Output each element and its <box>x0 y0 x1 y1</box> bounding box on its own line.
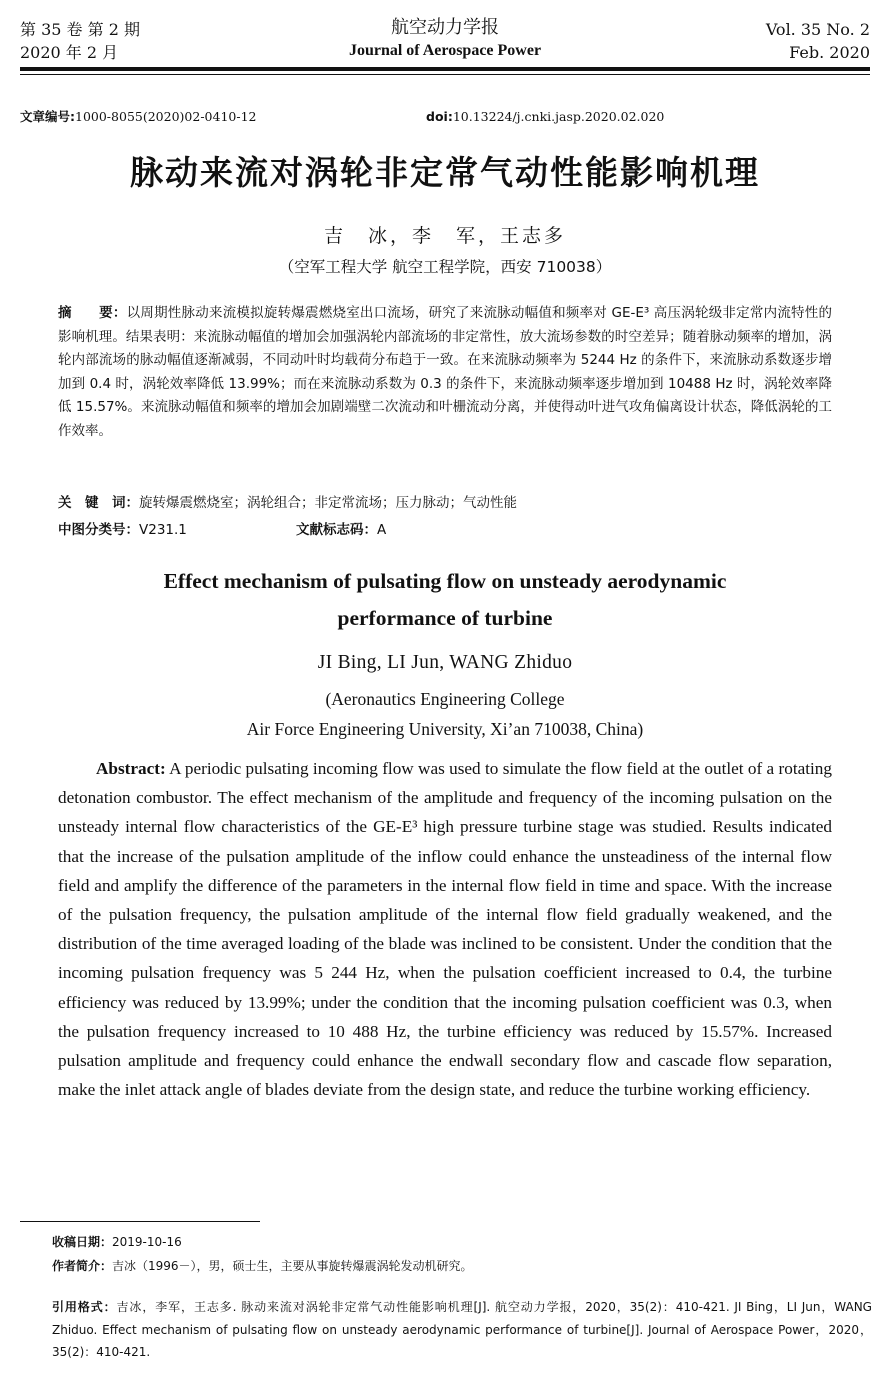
date-en: Feb. 2020 <box>789 43 870 62</box>
header-center <box>0 16 890 62</box>
abstract-en-label: Abstract: <box>96 759 166 778</box>
received-value: 2019-10-16 <box>112 1235 182 1249</box>
abstract-en <box>58 754 832 1104</box>
citation-text: 吉冰，李军，王志多. 脉动来流对涡轮非定常气动性能影响机理[J]. 航空动力学报，2020，35(2)：410-421. JI Bing，LI Jun，WANG Zhiduo. Effect mechanism of pulsating flow on unsteady aerodynamic performance of turbine[J]. Journal of Aerospace Power，2020，35(2)：410-421. <box>52 1300 872 1359</box>
footnote-rule <box>20 1221 260 1222</box>
clc-number <box>58 519 187 542</box>
abstract-cn-label: 摘 要： <box>58 305 127 321</box>
title-en-line1: Effect mechanism of pulsating flow on unsteady aerodynamic <box>163 569 727 593</box>
header-rule-thick <box>20 67 870 71</box>
abstract-cn-text: 以周期性脉动来流模拟旋转爆震燃烧室出口流场，研究了来流脉动幅值和频率对 GE-E³ 高压涡轮级非定常内流特性的影响机理。结果表明：来流脉动幅值的增加会加强涡轮内部流场的非定常性，放大流场参数的时空差异；随着脉动频率的增加，涡轮内部流场的脉动幅值逐渐减弱，不同动叶时均载荷分布趋于一致。在来流脉动频率为 5244 Hz 的条件下，来流脉动系数逐步增加到 0.4 时，涡轮效率降低 13.99%；而在来流脉动系数为 0.3 的条件下，来流脉动频率逐步增加到 10488 Hz 时，涡轮效率降低 15.57%。来流脉动幅值和频率的增加会加剧端壁二次流动和叶栅流动分离，并使得动叶进气攻角偏离设计状态，降低涡轮的工作效率。 <box>58 305 832 439</box>
citation <box>52 1296 872 1364</box>
affiliation-en-line1: (Aeronautics Engineering College <box>325 689 565 709</box>
received-date <box>52 1232 872 1252</box>
keywords-text: 旋转爆震燃烧室；涡轮组合；非定常流场；压力脉动；气动性能 <box>139 495 517 511</box>
doi-label: doi: <box>426 109 453 124</box>
authors-cn: 吉 冰，李 军，王志多 <box>323 225 566 247</box>
date-cn: 2020 年 2 月 <box>20 43 119 62</box>
article-number-label: 文章编号: <box>20 109 75 124</box>
author-bio-label: 作者简介： <box>52 1259 113 1273</box>
author-bio <box>52 1256 872 1276</box>
received-label: 收稿日期： <box>52 1235 113 1249</box>
header-rule-thin <box>20 74 870 75</box>
affiliation-cn: （空军工程大学 航空工程学院，西安 710038） <box>278 258 612 276</box>
article-number-value: 1000-8055(2020)02-0410-12 <box>75 109 257 124</box>
authors-en: JI Bing, LI Jun, WANG Zhiduo <box>317 652 573 673</box>
journal-name-en: Journal of Aerospace Power <box>348 42 542 59</box>
abstract-cn <box>58 302 832 444</box>
title-cn: 脉动来流对涡轮非定常气动性能影响机理 <box>130 153 760 192</box>
document-code <box>296 519 386 542</box>
volume-issue-en: Vol. 35 No. 2 <box>765 20 870 39</box>
article-number <box>20 108 256 126</box>
author-bio-text: 吉冰（1996－），男，硕士生，主要从事旋转爆震涡轮发动机研究。 <box>112 1259 473 1273</box>
title-en-line2: performance of turbine <box>337 606 553 630</box>
clc-label: 中图分类号： <box>58 522 139 538</box>
affiliation-en-line2: Air Force Engineering University, Xi’an 710038, China) <box>246 719 644 739</box>
keywords-label: 关 键 词： <box>58 495 139 511</box>
doi-value: 10.13224/j.cnki.jasp.2020.02.020 <box>452 109 665 124</box>
header-right <box>766 18 870 64</box>
doi <box>426 108 664 126</box>
title-en <box>40 563 850 637</box>
document-code-label: 文献标志码： <box>296 522 377 538</box>
volume-issue-cn: 第 35 卷 第 2 期 <box>20 20 140 39</box>
citation-label: 引用格式： <box>52 1300 117 1314</box>
document-code-value: A <box>377 522 387 538</box>
keywords-cn <box>58 492 832 515</box>
affiliation-en <box>0 684 890 744</box>
abstract-en-text: A periodic pulsating incoming flow was used to simulate the flow field at the outlet of a rotating detonation combustor. The effect mechanism of the amplitude and frequency of the incoming pulsation on the unsteady internal flow characteristics of the GE-E³ high pressure turbine stage was studied. Results indicated that the increase of the pulsation amplitude of the inflow could enhance the unsteadiness of the internal flow field and amplify the difference of the parameters in the internal flow field in time and space. With the increase of the pulsation frequency, the pulsation amplitude of the internal flow field gradually weakened, and the distribution of the time averaged loading of the blade was inclined to be consistent. Under the condition that the incoming pulsation frequency was 5 244 Hz, when the pulsation coefficient increased to 0.4, the turbine efficiency was reduced by 13.99%; under the condition that the incoming pulsation coefficient was 0.3, when the pulsation frequency increased to 10 488 Hz, the turbine efficiency was reduced by 15.57%. Increased pulsation amplitude and frequency could enhance the endwall secondary flow and cascade flow separation, make the inlet attack angle of blades deviate from the design state, and reduce the turbine working efficiency. <box>58 759 832 1100</box>
journal-name-cn: 航空动力学报 <box>391 17 499 38</box>
clc-value: V231.1 <box>139 522 187 538</box>
